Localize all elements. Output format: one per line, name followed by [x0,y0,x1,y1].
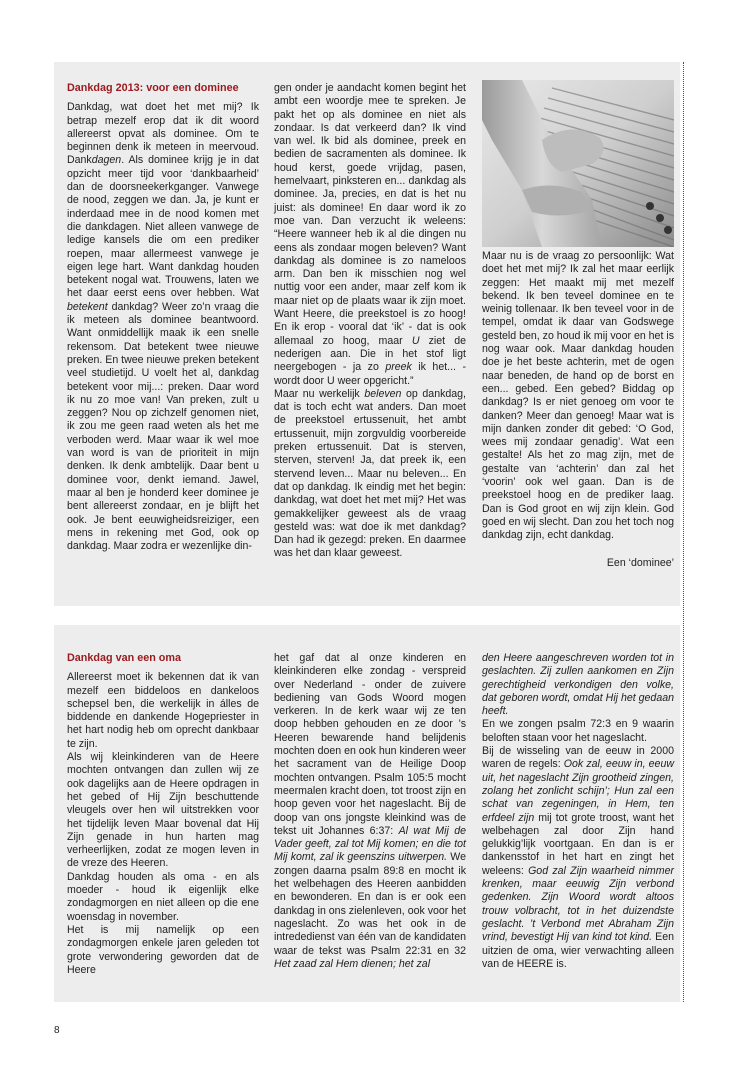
article2-column-3 [482,652,674,971]
article2-paragraph: den Heere aangeschreven worden tot in geslachten. Zij zullen aankomen en Zijn gerechtigheid verkondigen den volke, dat geboren wordt, omdat Hij het gedaan heeft. [482,652,674,718]
article2-paragraph: het gaf dat al onze kinderen en kleinkinderen elke zondag - verspreid over Nederland - onder de zuivere bediening van Gods Woord mogen verkeren. In de kerk waar wij ze ten doop hebben gehouden en ze door ’s Heeren bewarende hand belijdenis mochten doen en ook hun kinderen weer het sacrament van de Heilige Doop mochten ontvangen. Psalm 105:5 mocht meermalen kracht doen, tot troost zijn en hoop geven voor het nageslacht. Bij de doop van ons jongste kleinkind was de tekst uit Johannes 6:37: Al wat Mij de Vader geeft, zal tot Mij komen; en die tot Mij komt, zal ik geenszins uitwerpen. We zongen daarna psalm 89:8 en mocht ik het welbehagen des Heeren aanbidden en bewonderen. En dan is er ook een dankdag in ons zielenleven, ook voor het nageslacht. Zo was het ook in de intrededienst van één van de kandidaten waar de tekst was Psalm 22:31 en 32 Het zaad zal Hem dienen; het zal [274,652,466,970]
article1-paragraph: Maar nu werkelijk beleven op dankdag, dat is toch echt wat anders. Dan moet de preekstoel ertussenuit, het ambt ertussenuit, mijn zorgvuldig voorbereide preken ertussenuit. Dat is sterven, sterven, sterven! Ja, dat preek ik, een stervend leven... Maar nu beleven... En dat op dankdag. Ik eindig met het begin: dankdag, wat doet het met mij? Het was gemakkelijker geweest als de vraag gesteld was: wat doe ik met dankdag? Dan had ik gezegd: preken. En daarmee was het dan klaar geweest. [274,387,466,560]
article2-title: Dankdag van een oma [67,652,182,664]
article2-column-1 [67,652,259,977]
article1-signature: Een ‘dominee’ [606,556,674,569]
page-number: 8 [54,1025,60,1036]
page-edge-rule [683,62,684,1002]
article1-column-2 [274,82,466,561]
article1-column-3 [482,250,674,570]
article2-paragraph: Allereerst moet ik bekennen dat ik van mezelf een biddeloos en dankeloos schepsel ben, die werkelijk in álles de biddende en dankende Hogepriester in het hart nodig heb om oprecht dankbaar te zijn. [67,671,259,750]
article1-title: Dankdag 2013: voor een dominee [67,82,239,94]
hand-on-bible-photo [482,80,674,247]
article2-paragraph: Als wij kleinkinderen van de Heere mochten ontvangen dan zullen wij ze ook dagelijks aan de Heere opdragen in het gebed of Hij Zijn beschuttende vleugels over hen wil uitstrekken voor het tijdelijk leven Maar bovenal dat Hij Zijn genade in hun harten mag verheerlijken, zodat ze mogen leven in de vreze des Heeren. [67,751,259,870]
article1-paragraph: Maar nu is de vraag zo persoonlijk: Wat doet het met mij? Ik zal het maar eerlijk zeggen: Het maakt mij met mezelf bekend. Ik ben teveel dominee en te weinig tollenaar. Ik ben teveel voor in de tempel, omdat ik daar van Godswege gesteld ben, zo houd ik mij voor en het is nog waar ook. Maar dankdag houden doe je het beste achterin, met de ogen naar beneden, de hand op de borst en een... gebed. Een gebed? Biddag op dankdag? Is er niet genoeg om voor te danken? Meer dan genoeg! Maar wat is mijn danken zonder dit gebed: ‘O God, wees mij zondaar genadig’. Wat een gestalte! Als het zo mag zijn, met de gestalte van ‘achterin’ dan zal het ‘voorin’ ook wel gaan. Dan is de preekstoel hoog en de prediker laag. Dan is God groot en wij zijn klein. God goed en wij slecht. Dan zou het toch nog dankdag zijn, echt dankdag. [482,250,674,542]
article1-paragraph: Dankdag, wat doet het met mij? Ik betrap mezelf erop dat ik dit woord allereerst opvat als dominee. Om te beginnen denk ik meteen in meervoud. Dankdagen. Als dominee krijg je in dat opzicht meer tijd voor ‘dankbaarheid’ dan de doorsneekerkganger. Vanwege de nood, zeggen we dan. Ja, je kunt er inderdaad mee in de nood komen met die dankdagen. Niet alleen vanwege de ledige kansels die om een prediker roepen, maar allermeest vanwege je eigen lege hart. Want dankdag houden betekent nogal wat. Trouwens, laten we het daar eerst eens over hebben. Wat betekent dankdag? Weer zo’n vraag die ik meteen als dominee beantwoord. Want onmiddellijk maak ik een snelle rekensom. Dat betekent twee nieuwe preken. En twee nieuwe preken betekent veel studietijd. U voelt het al, dankdag betekent voor mij...: preken. Daar word ik nu zo moe van! Van preken, zult u zeggen? Nou op zichzelf genomen niet, ik zou me geen raad weten als het me verboden werd. Maar waar ik wel moe van word is van de prioriteit in mijn denken. Ik denk ambtelijk. Daar bent u dominee voor, denkt iemand. Jawel, maar al ben je honderd keer dominee je bent allereerst zondaar, en je blijft het ook. Je bent eeuwigheidsreiziger, een mens in rekening met God, ook op dankdag. Maar zodra er wezenlijke din- [67,101,259,553]
article2-paragraph: Dankdag houden als oma - en als moeder - houd ik eigenlijk elke zondagmorgen en niet alleen op die ene woensdag in november. [67,870,259,923]
article2-column-2 [274,652,466,971]
article1-paragraph: gen onder je aandacht komen begint het ambt een woordje mee te spreken. Je pakt het op als dominee en niet als zondaar. Is dat verkeerd dan? Ik vind van wel. Ik bid als dominee, preek en bedien de sacramenten als dominee. Ik houd kerst, goede vrijdag, pasen, hemelvaart, pinksteren en... dankdag als dominee. Ja, precies, en dat is het nu juist: als dominee! En daar word ik zo moe van. Dan verzucht ik weleens: “Heere wanneer heb ik al die dingen nu eens als zondaar mogen beleven? Want dankdag als dominee is zo nameloos arm. Dan ben ik misschien nog wel nuttig voor een ander, maar zelf kom ik maar niet op de plaats waar ik zijn moet. Want Heere, die preekstoel is zo hoog! En ik erop - vooral dat ‘ik’ - dat is ook allemaal zo hoog, maar U ziet de nederigen aan. Die in het stof ligt neergebogen - ja zo preek ik het... - wordt door U weer opgericht.” [274,82,466,387]
article2-paragraph: En we zongen psalm 72:3 en 9 waarin beloften staan voor het nageslacht. [482,718,674,744]
article2-paragraph: Het is mij namelijk op een zondagmorgen enkele jaren geleden tot grote verwondering geworden dat de Heere [67,923,259,976]
article1-column-1 [67,82,259,553]
article2-paragraph: Bij de wisseling van de eeuw in 2000 waren de regels: Ook zal, eeuw in, eeuw uit, het nageslacht Zijn grootheid zingen, zolang het zonlicht schijn’; Hun zal een schat van zegeningen, in Hem, ten erfdeel zijn mij tot grote troost, want het welbehagen zal door Zijn hand gelukkig’lijk voortgaan. En dan is er dankensstof in het hart en zingt het weleens: God zal Zijn waarheid nimmer krenken, maar eeuwig Zijn verbond gedenken. Zijn Woord wordt altoos trouw volbracht, tot in het duizendste geslacht. ’t Verbond met Abraham Zijn vrind, bevestigt Hij van kind tot kind. Een uitzien de oma, wier verwachting alleen van de HEERE is. [482,745,674,970]
